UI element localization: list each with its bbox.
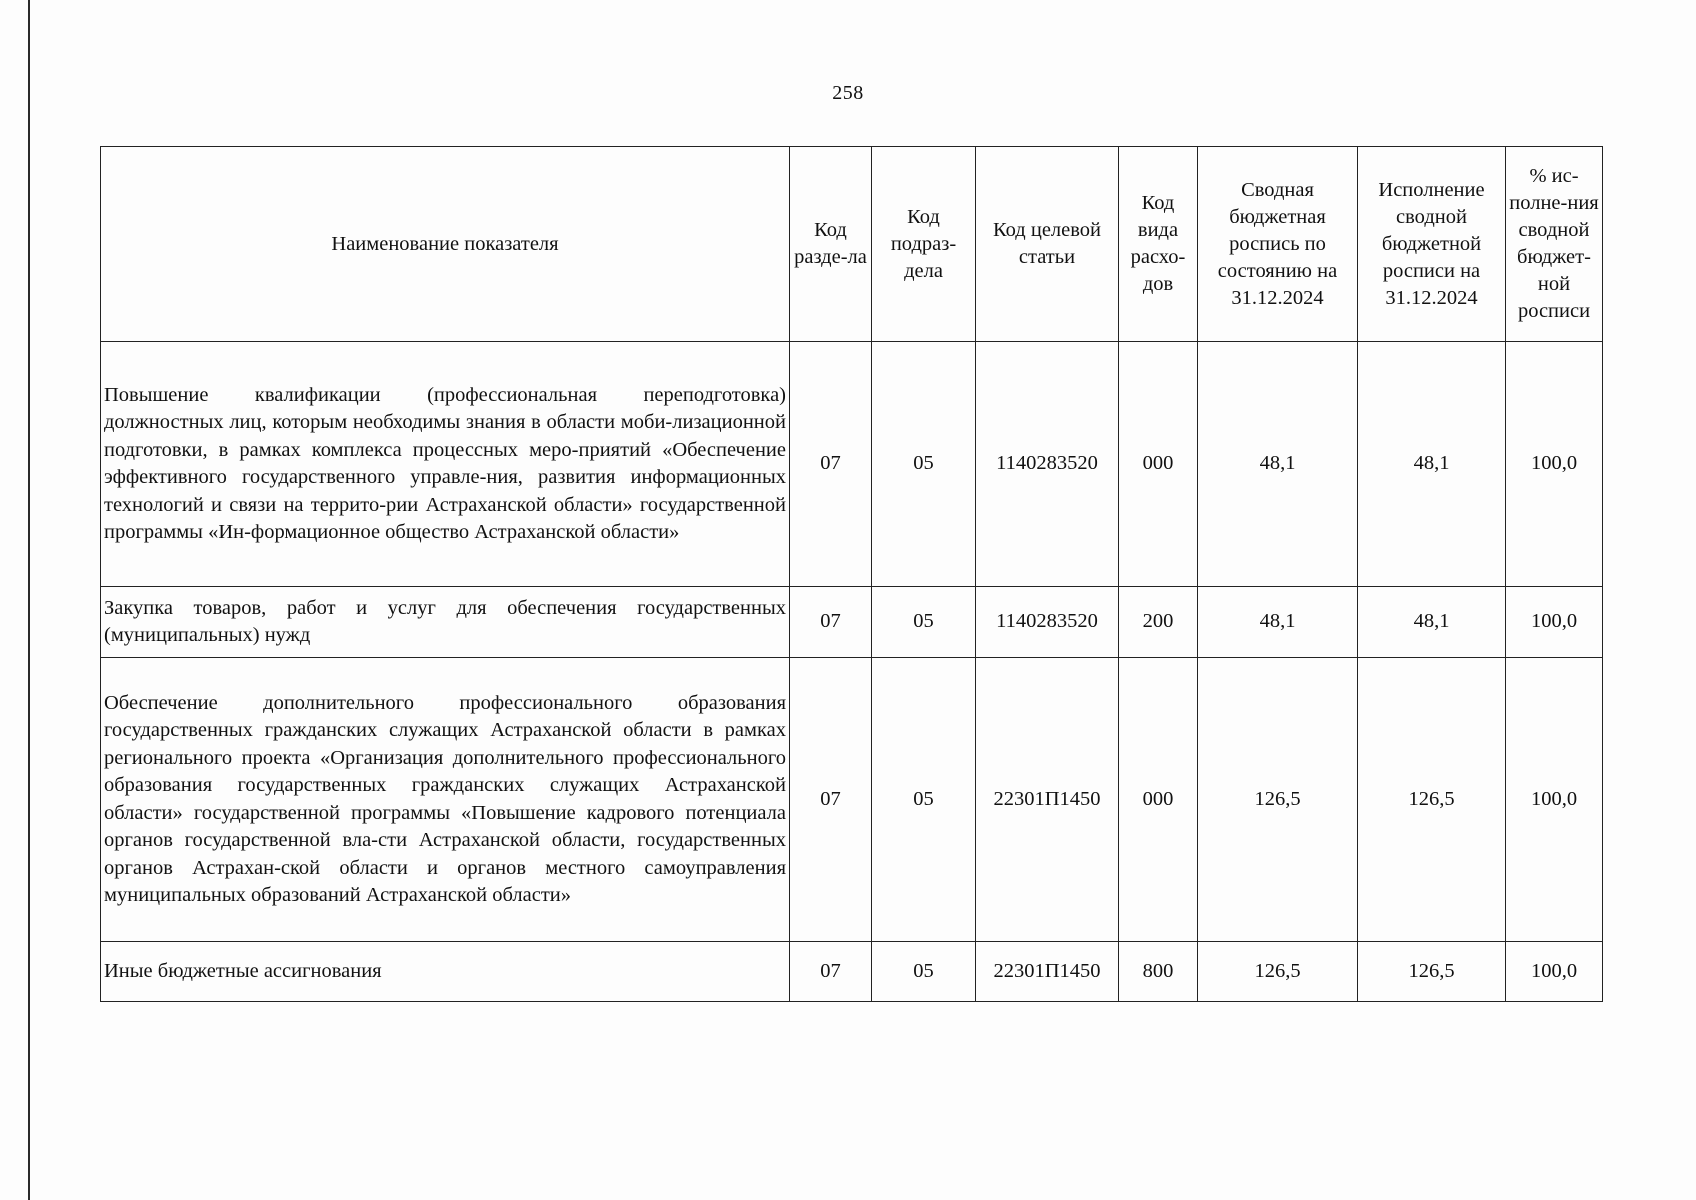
- cell-expense-type-code: 800: [1119, 942, 1198, 1002]
- header-indicator-name: Наименование показателя: [101, 147, 790, 342]
- cell-section-code: 07: [790, 342, 872, 587]
- cell-budget-execution: 48,1: [1358, 342, 1506, 587]
- header-budget-execution: Исполнение сводной бюджетной росписи на 31.12.2024: [1358, 147, 1506, 342]
- cell-subsection-code: 05: [872, 342, 976, 587]
- header-execution-percent: % ис-полне-ния сводной бюджет-ной росписи: [1506, 147, 1603, 342]
- header-consolidated-budget: Сводная бюджетная роспись по состоянию на 31.12.2024: [1198, 147, 1358, 342]
- cell-execution-percent: 100,0: [1506, 942, 1603, 1002]
- cell-indicator-name: Закупка товаров, работ и услуг для обеспечения государственных (муниципальных) нужд: [101, 587, 790, 658]
- cell-consolidated-budget: 126,5: [1198, 658, 1358, 942]
- budget-execution-table: [100, 146, 1603, 1002]
- table-row: [101, 942, 1603, 1002]
- cell-subsection-code: 05: [872, 942, 976, 1002]
- header-expense-type-code: Код вида расхо-дов: [1119, 147, 1198, 342]
- cell-indicator-name: Обеспечение дополнительного профессионального образования государственных гражданских служащих Астраханской области в рамках регионального проекта «Организация дополнительного профессионального образования государственных гражданских служащих Астраханской области» государственной программы «Повышение кадрового потенциала органов государственной вла-сти Астраханской области, государственных органов Астрахан-ской области и органов местного самоуправления муниципальных образований Астраханской области»: [101, 658, 790, 942]
- cell-execution-percent: 100,0: [1506, 658, 1603, 942]
- cell-budget-execution: 48,1: [1358, 587, 1506, 658]
- cell-section-code: 07: [790, 587, 872, 658]
- cell-indicator-name: Иные бюджетные ассигнования: [101, 942, 790, 1002]
- cell-target-article-code: 1140283520: [976, 342, 1119, 587]
- cell-execution-percent: 100,0: [1506, 342, 1603, 587]
- header-target-article-code: Код целевой статьи: [976, 147, 1119, 342]
- table-row: [101, 587, 1603, 658]
- table-header-row: [101, 147, 1603, 342]
- binding-edge-line: [28, 0, 30, 1200]
- header-subsection-code: Код подраз-дела: [872, 147, 976, 342]
- page-number: 258: [832, 82, 864, 104]
- cell-target-article-code: 22301П1450: [976, 658, 1119, 942]
- cell-target-article-code: 22301П1450: [976, 942, 1119, 1002]
- table-row: [101, 342, 1603, 587]
- cell-consolidated-budget: 48,1: [1198, 342, 1358, 587]
- cell-budget-execution: 126,5: [1358, 942, 1506, 1002]
- cell-subsection-code: 05: [872, 587, 976, 658]
- cell-subsection-code: 05: [872, 658, 976, 942]
- header-section-code: Код разде-ла: [790, 147, 872, 342]
- cell-expense-type-code: 000: [1119, 342, 1198, 587]
- cell-section-code: 07: [790, 658, 872, 942]
- cell-target-article-code: 1140283520: [976, 587, 1119, 658]
- cell-expense-type-code: 200: [1119, 587, 1198, 658]
- cell-consolidated-budget: 126,5: [1198, 942, 1358, 1002]
- cell-consolidated-budget: 48,1: [1198, 587, 1358, 658]
- cell-execution-percent: 100,0: [1506, 587, 1603, 658]
- cell-expense-type-code: 000: [1119, 658, 1198, 942]
- cell-section-code: 07: [790, 942, 872, 1002]
- cell-budget-execution: 126,5: [1358, 658, 1506, 942]
- cell-indicator-name: Повышение квалификации (профессиональная переподготовка) должностных лиц, которым необходимы знания в области моби-лизационной подготовки, в рамках комплекса процессных меро-приятий «Обеспечение эффективного государственного управле-ния, развития информационных технологий и связи на террито-рии Астраханской области» государственной программы «Ин-формационное общество Астраханской области»: [101, 342, 790, 587]
- table-row: [101, 658, 1603, 942]
